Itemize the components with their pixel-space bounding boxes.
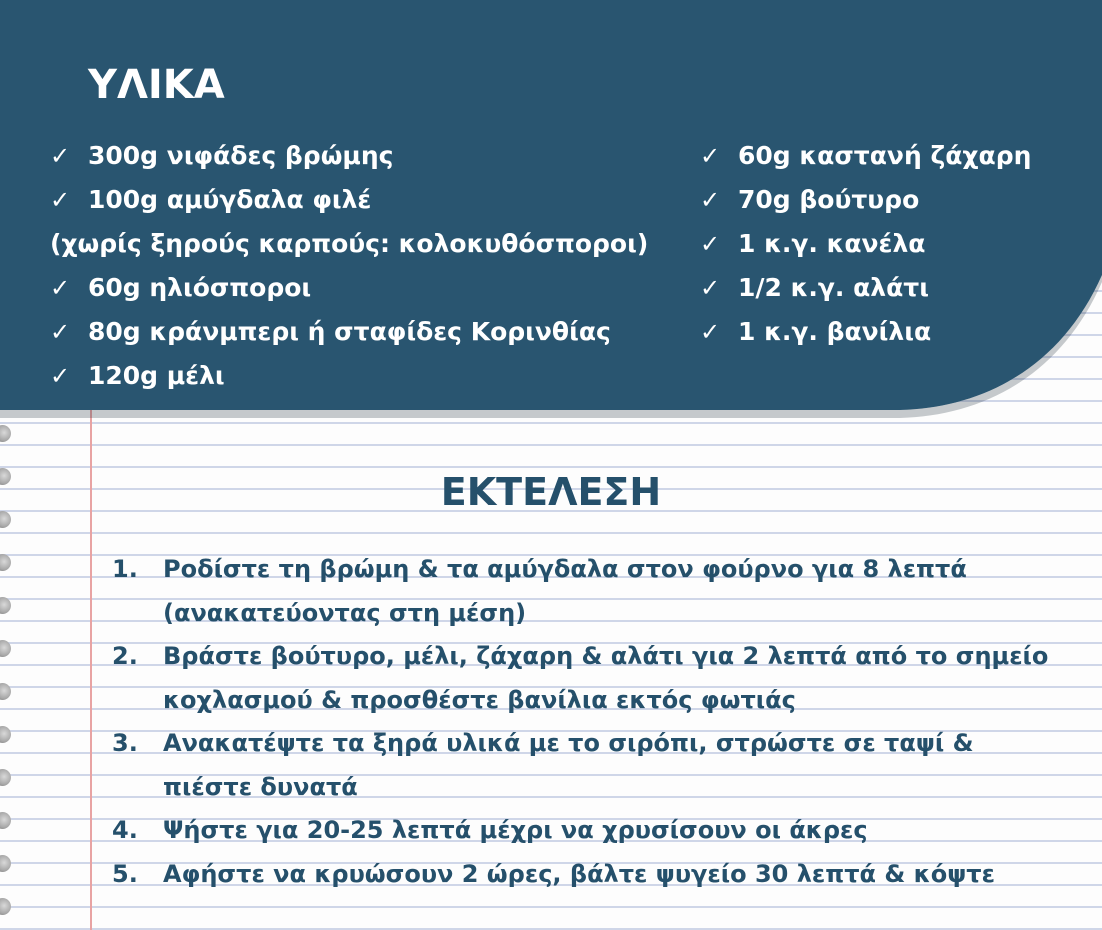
step-text: Αφήστε να κρυώσουν 2 ώρες, βάλτε ψυγείο 30 λεπτά & κόψτε xyxy=(163,859,995,888)
step-text: Βράστε βούτυρο, μέλι, ζάχαρη & αλάτι για 2 λεπτά από το σημείο κοχλασμού & προσθέστε βανίλια εκτός φωτιάς xyxy=(163,642,1049,714)
step-text: Ροδίστε τη βρώμη & τα αμύγδαλα στον φούρνο για 8 λεπτά (ανακατεύοντας στη μέση) xyxy=(163,555,967,627)
ingredient-note xyxy=(50,222,648,266)
ingredient-item xyxy=(700,266,1031,310)
binder-hole xyxy=(0,855,11,872)
ingredient-text: 100g αμύγδαλα φιλέ xyxy=(88,185,372,214)
binder-hole xyxy=(0,554,11,571)
ingredient-note-text: (χωρίς ξηρούς καρπούς: κολοκυθόσποροι) xyxy=(50,229,649,258)
step-text: Ανακατέψτε τα ξηρά υλικά με το σιρόπι, στρώστε σε ταψί & πιέστε δυνατά xyxy=(163,729,974,801)
ingredient-item xyxy=(50,266,648,310)
check-icon: ✓ xyxy=(700,186,721,214)
step-number: 2. xyxy=(112,642,138,670)
ingredient-item xyxy=(700,222,1031,266)
ingredient-text: 1 κ.γ. βανίλια xyxy=(738,317,932,346)
step-number: 3. xyxy=(112,729,138,757)
binder-hole xyxy=(0,597,11,614)
binder-hole xyxy=(0,812,11,829)
check-icon: ✓ xyxy=(50,274,71,302)
step-item xyxy=(112,853,1063,897)
binder-hole xyxy=(0,726,11,743)
ingredient-text: 1 κ.γ. κανέλα xyxy=(738,229,926,258)
step-item xyxy=(112,548,1063,635)
step-text: Ψήστε για 20-25 λεπτά μέχρι να χρυσίσουν οι άκρες xyxy=(163,816,868,844)
ingredient-item xyxy=(700,134,1031,178)
check-icon: ✓ xyxy=(50,362,71,390)
ingredient-text: 60g ηλιόσποροι xyxy=(88,273,312,302)
check-icon: ✓ xyxy=(700,274,721,302)
check-icon: ✓ xyxy=(700,318,721,346)
check-icon: ✓ xyxy=(700,142,721,170)
ingredient-item xyxy=(50,354,648,398)
check-icon: ✓ xyxy=(50,318,71,346)
ingredient-item xyxy=(50,178,648,222)
binder-hole xyxy=(0,683,11,700)
execution-steps xyxy=(112,548,1063,896)
ingredients-banner xyxy=(0,0,1102,430)
binder-hole xyxy=(0,769,11,786)
ingredient-text: 80g κράνμπερι ή σταφίδες Κορινθίας xyxy=(88,317,611,346)
check-icon: ✓ xyxy=(50,142,71,170)
check-icon: ✓ xyxy=(50,186,71,214)
step-item xyxy=(112,635,1063,722)
step-number: 4. xyxy=(112,816,138,844)
ingredient-item xyxy=(50,310,648,354)
step-number: 5. xyxy=(112,859,138,888)
step-number: 1. xyxy=(112,555,138,583)
execution-title: ΕΚΤΕΛΕΣΗ xyxy=(440,470,662,514)
binder-hole xyxy=(0,640,11,657)
step-item xyxy=(112,722,1063,809)
ingredient-text: 60g καστανή ζάχαρη xyxy=(738,141,1032,170)
ingredient-text: 1/2 κ.γ. αλάτι xyxy=(738,273,929,302)
check-icon: ✓ xyxy=(700,230,721,258)
ingredient-text: 300g νιφάδες βρώμης xyxy=(88,141,394,170)
ingredients-list-right xyxy=(700,134,1031,354)
ingredient-text: 70g βούτυρο xyxy=(738,185,920,214)
ingredient-text: 120g μέλι xyxy=(88,361,225,390)
binder-hole xyxy=(0,898,11,915)
ingredient-item xyxy=(50,134,648,178)
ingredients-title: ΥΛΙΚΑ xyxy=(88,62,225,108)
ingredient-item xyxy=(700,310,1031,354)
ingredients-list-left xyxy=(50,134,648,398)
ingredient-item xyxy=(700,178,1031,222)
step-item xyxy=(112,809,1063,853)
